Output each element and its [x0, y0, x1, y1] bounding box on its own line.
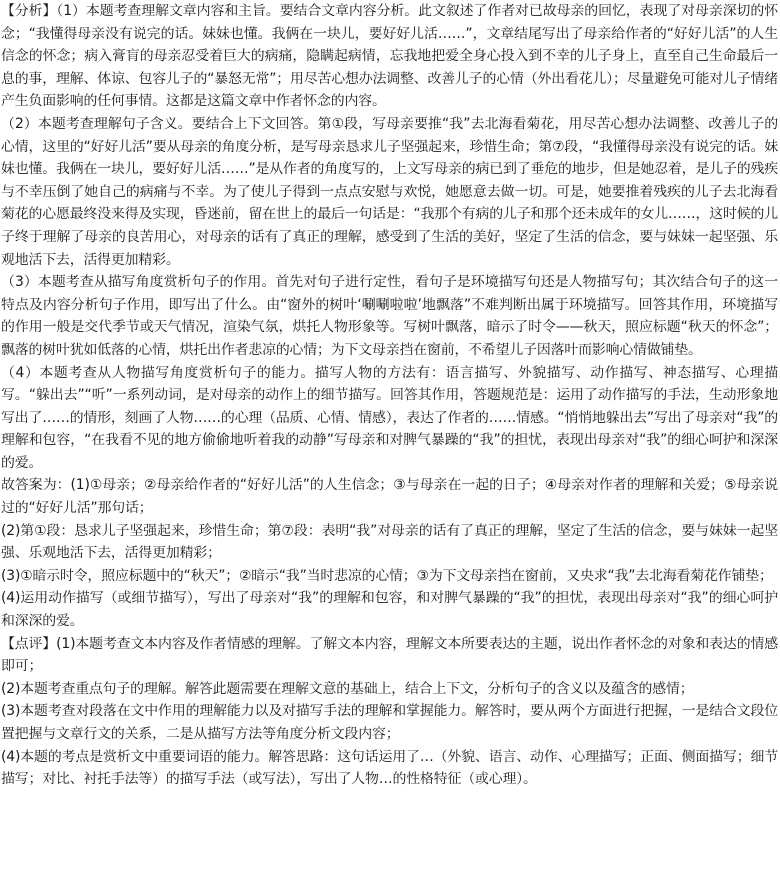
comment-paragraph-3: (3)本题考查对段落在文中作用的理解能力以及对描写手法的理解和掌握能力。解答时，要从两个方面进行把握，一是结合文段位置把握与文章行文的关系，二是从描写方法等角度分析文段内容；	[1, 703, 778, 742]
analysis-text-1: （1）本题考查理解文章内容和主旨。要结合文章内容分析。此文叙述了作者对已故母亲的回忆，表现了对母亲深切的怀念；“我懂得母亲没有说完的话。妹妹也懂。我俩在一块儿，要好好儿活……”，文章结尾写出了母亲给作者的“好好儿活”的人生信念的怀念；病入膏肓的母亲忍受着巨大的病痛，隐瞒起病情，忘我地把爱全身心投入到不幸的儿子身上，直至自己生命最后一息的事，理解、体谅、包容儿子的“暴怒无常”；用尽苦心想办法调整、改善儿子的心情（外出看花儿）；尽量避免可能对儿子情绪产生负面影响的任何事情。这都是这篇文章中作者怀念的内容。	[1, 3, 778, 110]
answer-paragraph-2: (2)第①段：恳求儿子坚强起来，珍惜生命；第⑦段：表明“我”对母亲的话有了真正的理解，坚定了生活的信念，要与妹妹一起坚强、乐观地活下去，活得更加精彩；	[1, 522, 778, 562]
analysis-paragraph-2: （2）本题考查理解句子含义。要结合上下文回答。第①段，写母亲要推“我”去北海看菊花，用尽苦心想办法调整、改善儿子的心情，这里的“好好儿活”要从母亲的角度分析，是写母亲恳求儿子坚强起来，珍惜生命；第⑦段，“我懂得母亲没有说完的话。妹妹也懂。我俩在一块儿，要好好儿活……”是从作者的角度写的，上文写母亲的病已到了垂危的地步，但是她忍着，是儿子的残疾与不幸压倒了她自己的病痛与不幸。为了使儿子得到一点点安慰与欢悦，她愿意去做一切。可是，她要推着残疾的儿子去北海看菊花的心愿最终没来得及实现，昏迷前，留在世上的最后一句话是：“我那个有病的儿子和那个还未成年的女儿……，这时候的儿子终于理解了母亲的良苦用心，对母亲的话有了真正的理解，感受到了生活的美好，坚定了生活的信念，要与妹妹一起坚强、乐观地活下去，活得更加精彩。	[1, 115, 778, 268]
analysis-paragraph-4: （4）本题考查从人物描写角度赏析句子的能力。描写人物的方法有：语言描写、外貌描写、动作描写、神态描写、心理描写。“躲出去”“听”一系列动词，是对母亲的动作上的细节描写。回答其作用，答题规范是：运用了动作描写的手法，生动形象地写出了……的情形，刻画了人物……的心理（品质、心情、情感），表达了作者的……情感。“悄悄地躲出去”写出了母亲对“我”的理解和包容，“在我看不见的地方偷偷地听着我的动静”写母亲和对脾气暴躁的“我”的担忧，表现出母亲对“我”的细心呵护和深深的爱。	[1, 364, 778, 471]
comment-paragraph-1	[1, 633, 778, 678]
comment-paragraph-2: (2)本题考查重点句子的理解。解答此题需要在理解文意的基础上，结合上下文，分析句子的含义以及蕴含的感情；	[1, 680, 694, 697]
answer-paragraph-4: (4)运用动作描写（或细节描写），写出了母亲对“我”的理解和包容，和对脾气暴躁的“我”的担忧，表现出母亲对“我”的细心呵护和深深的爱。	[1, 590, 778, 630]
analysis-paragraph-3: （3）本题考查从描写角度赏析句子的作用。首先对句子进行定性，看句子是环境描写句还是人物描写句；其次结合句子的这一特点及内容分析句子作用，即写出了什么。由“窗外的树叶‘唰唰啦啦’地飘落”不难判断出属于环境描写。回答其作用，环境描写的作用一般是交代季节或天气情况，渲染气氛，烘托人物形象等。写树叶飘落，暗示了时令——秋天，照应标题“秋天的怀念”；飘落的树叶犹如低落的心情，烘托出作者悲凉的心情；为下文母亲挡在窗前，不希望儿子因落叶而影响心情做铺垫。	[1, 274, 778, 358]
analysis-paragraph-1	[1, 0, 778, 113]
comment-paragraph-4: (4)本题的考点是赏析文中重要词语的能力。解答思路：这句话运用了…（外貌、语言、动作、心理描写；正面、侧面描写；细节描写；对比、衬托手法等）的描写手法（或写法），写出了人物…的性格特征（或心理）。	[1, 748, 778, 788]
analysis-tag: 【分析】	[1, 3, 57, 19]
comment-tag: 【点评】	[1, 635, 57, 652]
comment-text-1: (1)本题考查文本内容及作者情感的理解。了解文本内容，理解文本所要表达的主题，说出作者怀念的对象和表达的情感即可；	[1, 635, 778, 675]
answer-paragraph-3: (3)①暗示时令，照应标题中的“秋天”；②暗示“我”当时悲凉的心情；③为下文母亲挡在窗前，又央求“我”去北海看菊花作铺垫；	[1, 567, 773, 584]
answer-paragraph-1: 故答案为：(1)①母亲；②母亲给作者的“好好儿活”的人生信念；③与母亲在一起的日子；④母亲对作者的理解和关爱；⑤母亲说过的“好好儿活”那句话；	[1, 477, 778, 517]
